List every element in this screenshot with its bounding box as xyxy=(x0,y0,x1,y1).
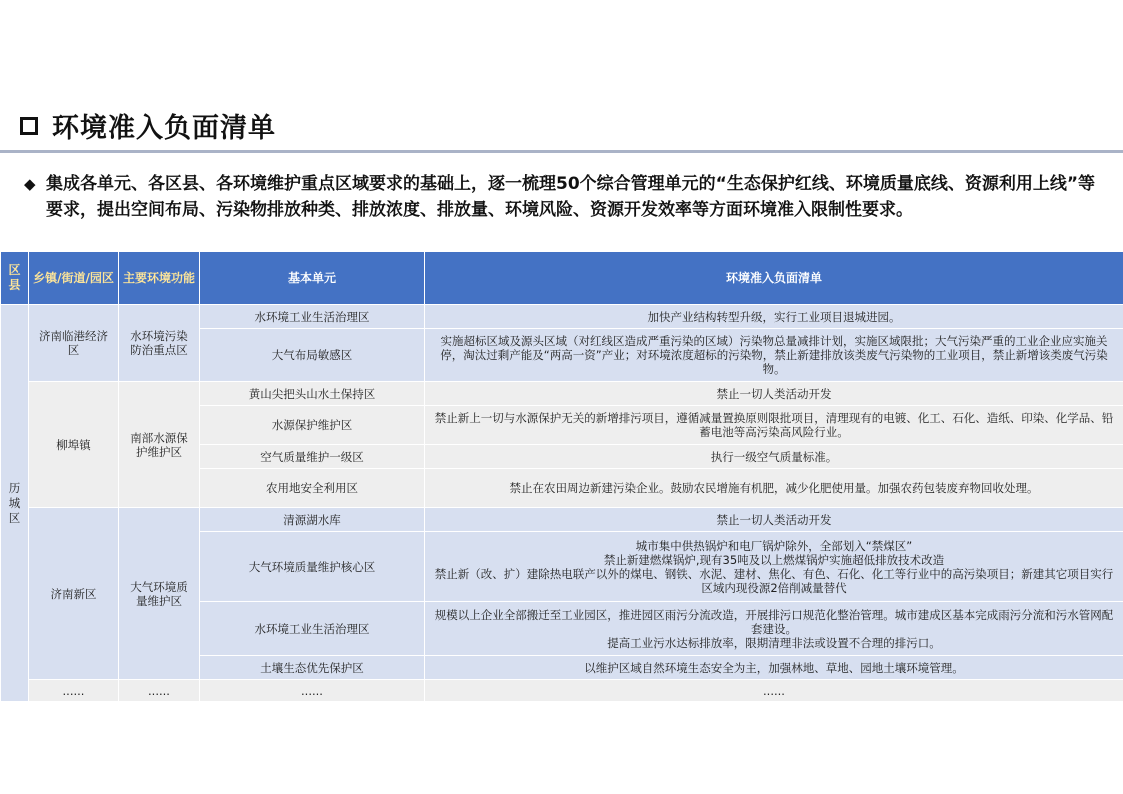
function-cell: 南部水源保护维护区 xyxy=(119,382,200,508)
table-row xyxy=(1,305,1123,329)
unit-cell: 空气质量维护一级区 xyxy=(200,445,425,469)
table-row xyxy=(1,508,1123,532)
header-function: 主要环境功能 xyxy=(119,252,200,305)
header-district: 区县 xyxy=(1,252,29,305)
town-cell: 济南新区 xyxy=(29,508,119,680)
intro-text: 集成各单元、各区县、各环境维护重点区域要求的基础上，逐一梳理50个综合管理单元的“生态保护红线、环境质量底线、资源利用上线”等要求，提出空间布局、污染物排放种类、排放浓度、排放量、环境风险、资源开发效率等方面环境准入限制性要求。 xyxy=(46,174,1096,220)
title-divider xyxy=(0,150,1123,153)
list-cell: 加快产业结构转型升级，实行工业项目退城进园。 xyxy=(425,305,1123,329)
negative-list-table xyxy=(0,251,1123,702)
page-title xyxy=(20,106,276,145)
list-cell: 实施超标区域及源头区域（对红线区造成严重污染的区域）污染物总量减排计划，实施区域限批；大气污染严重的工业企业应实施关停，淘汰过剩产能及“两高一资”产业；对环境浓度超标的污染物，禁止新建排放该类废气污染物的工业项目，禁止新增该类废气污染物。 xyxy=(425,329,1123,382)
function-cell: ...... xyxy=(119,680,200,702)
list-cell: 禁止一切人类活动开发 xyxy=(425,508,1123,532)
unit-cell: 清源湖水库 xyxy=(200,508,425,532)
unit-cell: ...... xyxy=(200,680,425,702)
header-unit: 基本单元 xyxy=(200,252,425,305)
function-cell: 水环境污染防治重点区 xyxy=(119,305,200,382)
function-cell: 大气环境质量维护区 xyxy=(119,508,200,680)
unit-cell: 大气环境质量维护核心区 xyxy=(200,532,425,602)
town-cell: 柳埠镇 xyxy=(29,382,119,508)
table-row xyxy=(1,680,1123,702)
list-cell: 禁止新上一切与水源保护无关的新增排污项目，遵循减量置换原则限批项目，清理现有的电镀、化工、石化、造纸、印染、化学品、铅蓄电池等高污染高风险行业。 xyxy=(425,406,1123,445)
header-town: 乡镇/街道/园区 xyxy=(29,252,119,305)
header-list: 环境准入负面清单 xyxy=(425,252,1123,305)
unit-cell: 水源保护维护区 xyxy=(200,406,425,445)
list-cell: 以维护区域自然环境生态安全为主，加强林地、草地、园地土壤环境管理。 xyxy=(425,656,1123,680)
district-cell xyxy=(1,305,29,702)
unit-cell: 大气布局敏感区 xyxy=(200,329,425,382)
table-row xyxy=(1,382,1123,406)
unit-cell: 黄山尖把头山水土保持区 xyxy=(200,382,425,406)
table-header-row xyxy=(1,252,1123,305)
list-cell: 城市集中供热锅炉和电厂锅炉除外，全部划入“禁煤区” 禁止新建燃煤锅炉,现有35吨及以上燃煤锅炉实施超低排放技术改造 禁止新（改、扩）建除热电联产以外的煤电、钢铁、水泥、建材、焦化、有色、石化、化工等行业中的高污染项目；新建其它项目实行区域内现役源2倍削减量替代 xyxy=(425,532,1123,602)
list-cell: 禁止一切人类活动开发 xyxy=(425,382,1123,406)
intro-paragraph xyxy=(24,171,1109,223)
page-title-text: 环境准入负面清单 xyxy=(52,113,276,144)
diamond-bullet-icon: ◆ xyxy=(24,175,36,193)
unit-cell: 水环境工业生活治理区 xyxy=(200,305,425,329)
town-cell: 济南临港经济区 xyxy=(29,305,119,382)
list-cell: 执行一级空气质量标准。 xyxy=(425,445,1123,469)
list-cell: 规模以上企业全部搬迁至工业园区，推进园区雨污分流改造，开展排污口规范化整治管理。城市建成区基本完成雨污分流和污水管网配套建设。 提高工业污水达标排放率，限期清理非法或设置不合理的排污口。 xyxy=(425,602,1123,656)
district-label: 历城区 xyxy=(8,480,21,525)
list-cell: 禁止在农田周边新建污染企业。鼓励农民增施有机肥，减少化肥使用量。加强农药包装废弃物回收处理。 xyxy=(425,469,1123,508)
list-cell: ...... xyxy=(425,680,1123,702)
checkbox-square-icon xyxy=(20,117,38,135)
unit-cell: 农用地安全利用区 xyxy=(200,469,425,508)
unit-cell: 土壤生态优先保护区 xyxy=(200,656,425,680)
town-cell: ...... xyxy=(29,680,119,702)
unit-cell: 水环境工业生活治理区 xyxy=(200,602,425,656)
